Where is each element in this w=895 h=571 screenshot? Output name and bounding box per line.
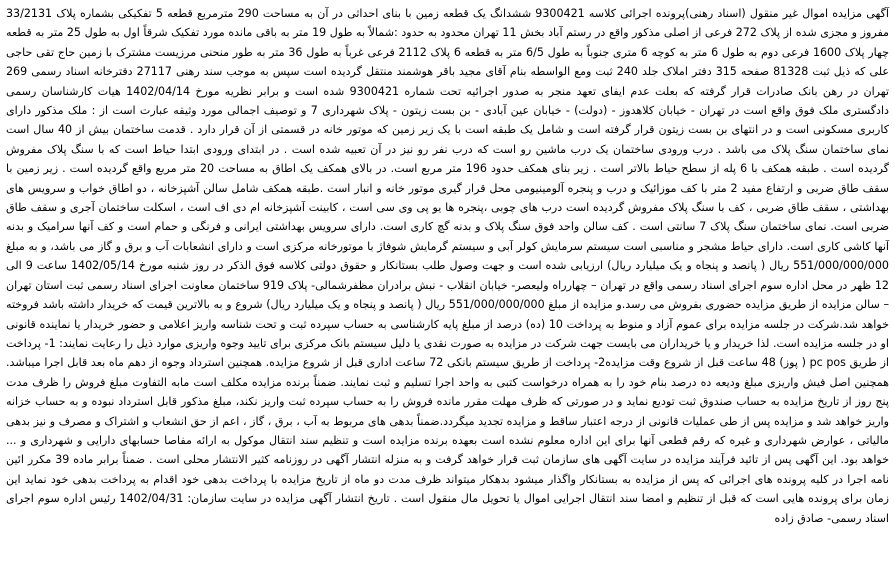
auction-notice-body: آگهی مزایده اموال غیر منقول (اسناد رهنی)پرونده اجرائی کلاسه 9300421 ششدانگ یک قطعه زمین با بنای احداثی در آن به مساحت 290 مترمربع قطعه 5 تفکیکی بشماره پلاک 33/2131 مفروز و مجزی شده از پلاک 272 فرعی از اصلی مذکور واقع در رستم آباد بخش 11 تهران محدود به حدود :شمالاً به طول 19 متر به باقی مانده مورد تفکیک شرقاً اول به طول 25 متر به قطعه چهار پلاک 1600 فرعی دوم به طول 6 متر به کوچه 6 متری جنوباً به طول 6/5 متر به قطعه 6 پلاک 2112 فرعی غرباً به طول 36 متر به طور منحنی مرزیست مشترک با زمین حاج تقی حاجی علی که ذیل ثبت 81328 صفحه 315 دفتر املاک جلد 240 ثبت ومع الواسطه بنام آقای مجید باقر هوشمند منتقل گردیده است سپس به موجب سند رهنی 27117 دفترخانه اسناد رسمی 269 تهران در رهن بانک صادرات قرار گرفته که بعلت عدم ایفای تعهد منجر به صدور اجرائیه تحت شماره 9300421 شده است و برابر نظریه مورخ 1402/04/14 هیات کارشناسان رسمی دادگستری ملک فوق واقع است در تهران - خیابان کلاهدوز - (دولت) - خیابان عین آبادی - بن بست زیتون - پلاک شهرداری 7 و توصیف اجمالی مورد وثیقه عبارت است از : ملک مذکور دارای کاربری مسکونی است و در انتهای بن بست زیتون قرار گرفته است و شامل یک طبقه است با یک زیر زمین که موتور خانه در قسمتی از آن قرار دارد . قدمت ساختمان بیش از 40 سال است نمای ساختمان سنگ پلاک می باشد . درب ورودی ساختمان یک درب ماشین رو است که درب نفر رو نیز در آن تعبیه شده است . در ابتدای ورودی ابتدا حیاط است که با سنگ پلاک مفروش گردیده است . طبقه همکف با 6 پله از سطح حیاط بالاتر است . زیر بنای همکف حدود 196 متر مربع است. در بالای همکف یک اطاق به مساحت 20 متر مربع واقع گردیده است . زیر زمین با سقف طاق ضربی و ارتفاع مفید 2 متر با کف موزائیک و درب و پنجره آلومینیومی محل قرار گیری موتور خانه و انبار است .طبقه همکف شامل سالن آشپزخانه ، دو اطاق خواب و سرویس های بهداشتی ، سقف طاق ضربی ، کف با سنگ پلاک مفروش گردیده است درب های چوبی ،پنجره ها یو پی وی سی است ، کابینت آشپزخانه ام دی اف است ، اسکلت ساختمان آجری و سقف طاق ضربی است. نمای ساختمان سنگ پلاک 7 سانتی است . کف سالن واحد فوق سنگ پلاک و بدنه گچ کاری است. دارای سرویس بهداشتی ایرانی و فرنگی و حمام است و کف آنها سرامیک و بدنه آنها کاشی کاری است. دارای حیاط مشجر و مناسبی است سیستم سرمایش کولر آبی و سیستم گرمایش شوفاژ با موتورخانه مرکزی است و دارای انشعابات آب و برق و گاز می باشد، و به مبلغ 551/000/000/000 ریال ( پانصد و پنجاه و یک میلیارد ریال) ارزیابی شده است و جهت وصول طلب بستانکار و حقوق دولتی کلاسه فوق الذکر در روز شنبه مورخ 1402/05/14 ساعت 9 الی 12 ظهر در محل اداره سوم اجرای اسناد رسمی واقع در تهران – چهارراه ولیعصر- خیابان انقلاب - نبش برادران مظفرشمالی- پلاک 919 ساختمان معاونت اجرای اسناد رسمی ثبت استان تهران – سالن مزایده از طریق مزایده حضوری بفروش می رسد.و مزایده از مبلغ 551/000/000/000 ریال ( پانصد و پنجاه و یک میلیارد ریال) شروع و به بالاترین قیمت که خریدار داشته باشد فروخته خواهد شد.شرکت در جلسه مزایده برای عموم آزاد و منوط به پرداخت 10 (ده) درصد از مبلغ پایه کارشناسی به حساب سپرده ثبت و تحت شناسه واریز اعلامی و حضور خریدار یا نماینده قانونی او در جلسه مزایده است. لذا خریدار و یا خریداران می بایست جهت شرکت در مزایده به صورت نقدی یا دلیل سیستم بانک مرکزی برای تایید وجوه واریزی موارد ذیل را رعایت نمایند: 1- پرداخت از طریق pc pos ( پوز) 48 ساعت قبل از شروع وقت مزایده2- پرداخت از طریق سیستم بانکی 72 ساعت اداری قبل از شروع مزایده. همچنین استرداد وجوه از دهم ماه بعد قابل اجرا میباشد. همچنین اصل فیش واریزی مبلغ ودیعه ده درصد بنام خود را به همراه درخواست کتبی به واحد اجرا تسلیم و ثبت نمایند. ضمناً برنده مزایده مکلف است مابه التفاوت مبلغ فروش را ظرف مدت پنج روز از تاریخ مزایده به حساب صندوق ثبت تودیع نماید و در صورتی که ظرف مهلت مقرر مانده فروش را به حساب سپرده ثبت واریز نکند، مبلغ مذکور قابل استرداد نبوده و به حساب خزانه واریز خواهد شد و مزایده پس از طی عملیات قانونی از درجه اعتبار ساقط و مزایده تجدید میگردد.ضمناً بدهی های مربوط به آب ، برق ، گاز ، اعم از حق انشعاب و اشتراک و مصرف و نیز بدهی مالیاتی ، عوارض شهرداری و غیره که رقم قطعی آنها برای این اداره معلوم نشده است بعهده برنده مزایده است و تنظیم سند انتقال موکول به ارائه مفاصا حسابهای دارایی و شهرداری و ... خواهد بود. این آگهی پس از تائید فرآیند مزایده در سایت آگهی های سازمان ثبت قرار خواهد گرفت و به منزله انتشار آگهی در روزنامه کثیر الانتشار محلی است . ضمناً برابر ماده 39 مکرر ائین نامه اجرا در کلیه پرونده های اجرائی که پس از مزایده به بستانکار واگذار میشود بدهکار میتواند ظرف مدت دو ماه از تاریخ مزایده با پرداخت بدهی خود اقدام به پرداخت بدهی خود نماید این زمان برای پرونده هایی است که قبل از تنظیم و امضا سند انتقال اجرایی اموال یا تحویل مال منقول است . تاریخ انتشار آگهی مزایده در سایت سازمان: 1402/04/31 رئیس اداره سوم اجرای اسناد رسمی- صادق زاده — [6, 7, 890, 525]
